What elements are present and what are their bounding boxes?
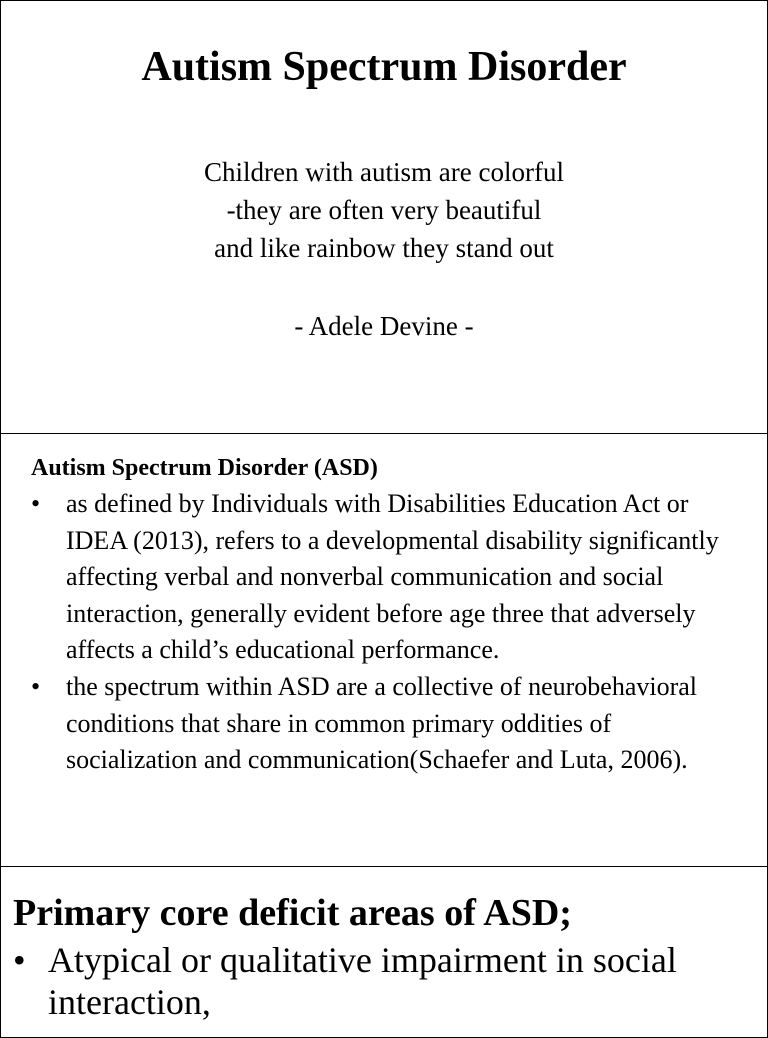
bullet-icon: • (13, 940, 26, 980)
section-heading: Primary core deficit areas of ASD; (13, 892, 572, 934)
bullet-list (1, 486, 767, 779)
list-item-text: as defined by Individuals with Disabilities Education Act or IDEA (2013), refers to a developmental disability significantly affecting verbal and nonverbal communication and social interaction, generally evident before age three that adversely affects a child’s educational performance. (66, 489, 719, 665)
list-item (1, 486, 767, 669)
bullet-icon: • (31, 489, 41, 518)
slide-title-quote (0, 0, 768, 434)
list-item-text: Atypical or qualitative impairment in social interaction, (48, 940, 677, 1022)
quote-line: Children with autism are colorful (204, 157, 564, 187)
bullet-list (1, 939, 767, 1023)
quote-line: -they are often very beautiful (226, 195, 542, 225)
section-heading: Autism Spectrum Disorder (ASD) (31, 455, 378, 481)
quote-author: - Adele Devine - (294, 311, 474, 341)
list-item (1, 939, 767, 1023)
list-item (1, 669, 767, 779)
bullet-icon: • (31, 671, 41, 701)
slide-asd-definition (0, 433, 768, 867)
list-item-text: the spectrum within ASD are a collective of neurobehavioral conditions that share in common primary oddities of socialization and communication(Schaefer and Luta, 2006). (66, 671, 698, 775)
slide-title: Autism Spectrum Disorder (141, 44, 627, 90)
quote-line: and like rainbow they stand out (214, 233, 554, 263)
slide-core-deficits (0, 866, 768, 1038)
quote (1, 153, 767, 267)
